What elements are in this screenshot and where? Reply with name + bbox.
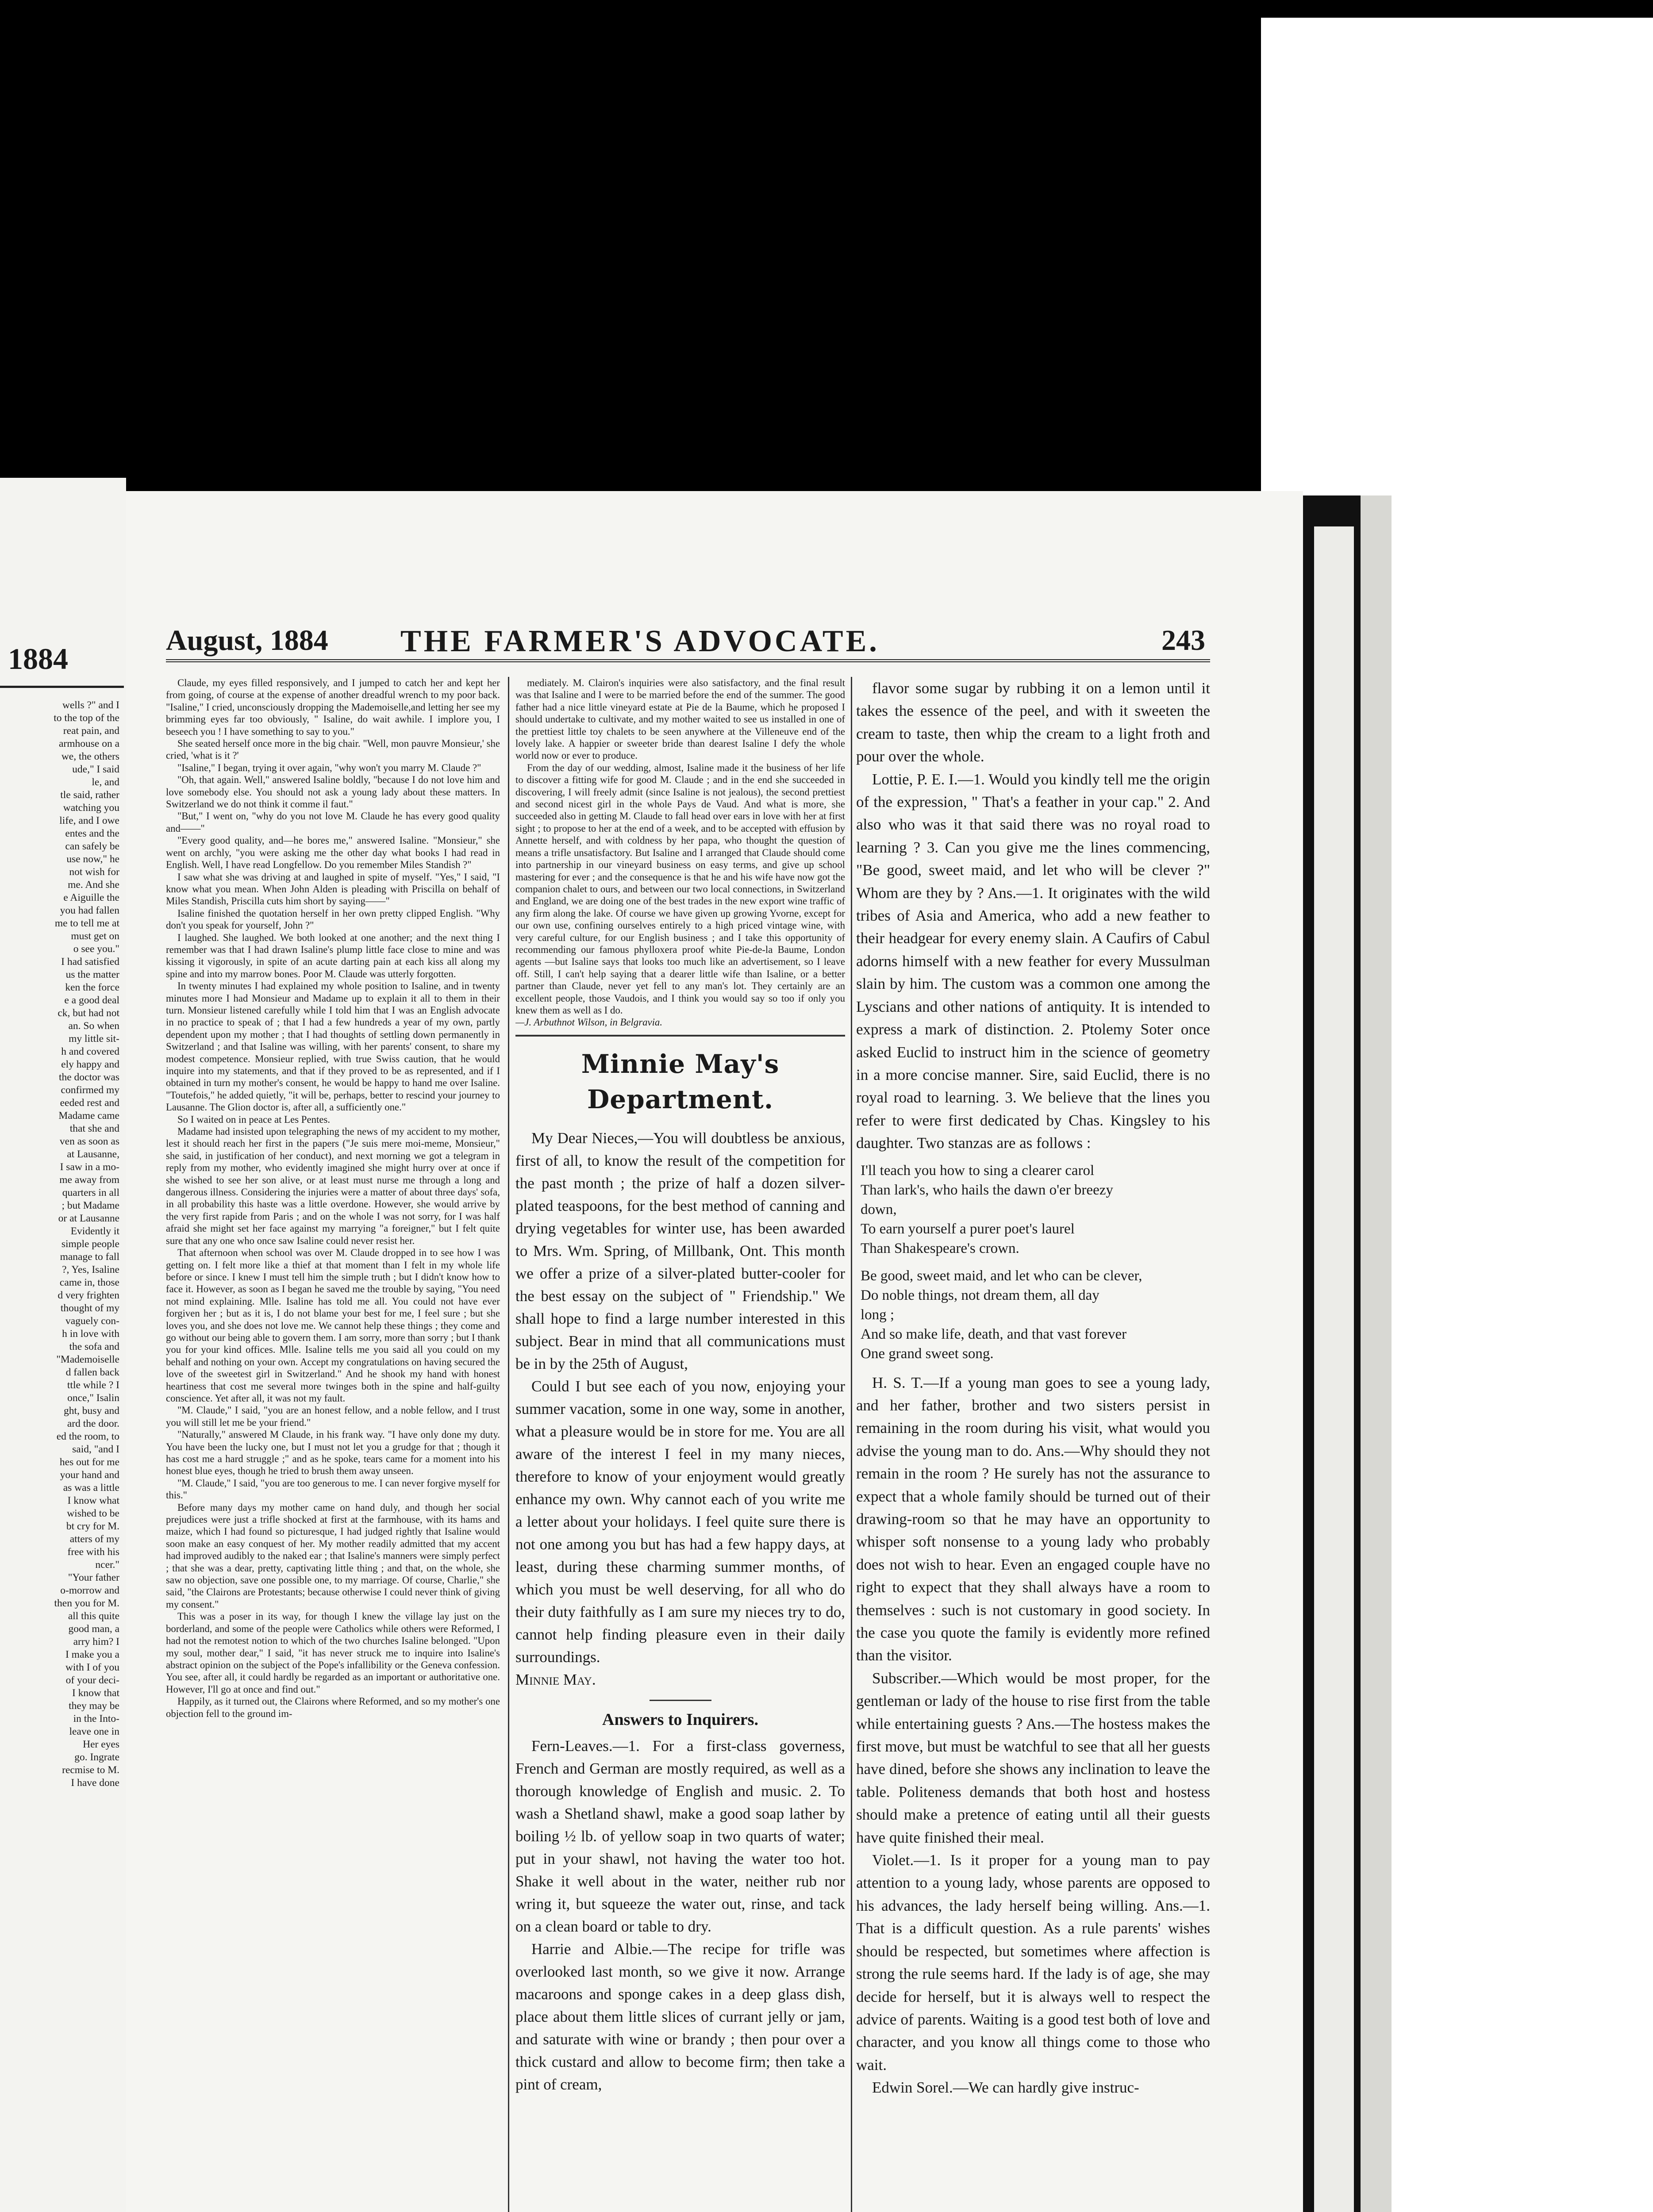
story-paragraph: I saw what she was driving at and laughed in spite of myself. "Yes," I said, "I know what you mean. When John Alden is pleading with Priscilla on behalf of Miles Standish, Priscilla cuts him short by saying——" <box>166 871 500 907</box>
binding-edge <box>1361 495 1392 2212</box>
story-conclusion <box>515 677 845 1016</box>
column-divider <box>508 677 509 2212</box>
department-title: Minnie May's Department. <box>581 1048 780 1114</box>
header-rule <box>166 659 1210 664</box>
issue-date: August, 1884 <box>166 624 328 657</box>
story-paragraph: mediately. M. Clairon's inquiries were also satisfactory, and the final result was that Isaline and I were to be married before the end of the summer. The good father had a nice little vineyard estate at Pie de la Baume, which he proposed I should undertake to cultivate, and my mother waited to see us installed in one of the prettiest little toy chalets to be seen anywhere at the Villeneuve end of the lovely lake. A happier or sweeter bride than dearest Isaline I defy the whole world now or ever to produce. <box>515 677 845 761</box>
story-paragraph: I laughed. She laughed. We both looked at one another; and the next thing I remember was that I had drawn Isaline's plump little face close to mine and was kissing it vigorously, in spite of an acute darting pain at each kiss all along my spine and into my marrow bones. Poor M. Claude was utterly forgotten. <box>166 932 500 979</box>
answer-paragraph: Subscriber.—Which would be most proper, for the gentleman or lady of the house to rise first from the table while entertaining guests ? Ans.—The hostess makes the first move, but must be watchful to see that all her guests have dined, before she shows any inclination to leave the table. Politeness demands that both host and hostess should make a pretence of eating until all their guests have quite finished their meal. <box>856 1669 1210 1846</box>
page-number: 243 <box>1161 624 1205 657</box>
department-paragraph: My Dear Nieces,—You will doubtless be anxious, first of all, to know the result of the competition for the past month ; the prize of half a dozen silver-plated teaspoons, for the best method of canning and drying vegetables for winter use, has been awarded to Mrs. Wm. Spring, of Millbank, Ont. This month we offer a prize of a silver-plated butter-cooler for the best essay on the subject of " Friendship." We shall hope to find a large number interested in this subject. Bear in mind that all communications must be in by the 25th of August, <box>515 1129 845 1372</box>
story-paragraph: She seated herself once more in the big chair. "Well, mon pauvre Monsieur,' she cried, 'what is it ?' <box>166 738 500 761</box>
facing-page-text: wells ?" and I to the top of the reat pain, and armhouse on a we, the others ude," I said le, and tle said, rather watching you life, and I owe entes and the can safely be use now," he not wish for me. And she e Aiguille the you had fallen me to tell me at must get on o see you." I had satisfied us the matter ken the force e a good deal ck, but had not an. So when my little sit- h and covered ely happy and the doctor was confirmed my eeded rest and Madame came that she and ven as soon as at Lausanne, I saw in a mo- me away from quarters in all ; but Madame or at Lausanne Evidently it simple people manage to fall ?, Yes, Isaline came in, those d very frighten thought of my vaguely con- h in love with the sofa and "Mademoiselle d fallen back ttle while ? I once," Isalin ght, busy and ard the door. ed the room, to said, "and I hes out for me your hand and as was a little I know what wished to be bt cry for M. atters of my free with his ncer." "Your father o-morrow and then you for M. all this quite good man, a arry him? I I make you a with I of you of your deci- I know that they may be in the Into- leave one in Her eyes go. Ingrate recmise to M. I have done <box>54 699 119 1789</box>
answers-continued-2 <box>856 1371 1210 2099</box>
answers-continued <box>856 677 1210 1155</box>
story-paragraph: This was a poser in its way, for though I knew the village lay just on the borderland, and some of the people were Catholics while others were Reformed, I had not the remotest notion to which of the two churches Isaline belonged. "Upon my soul, mother dear," I said, "it has never struck me to inquire into Isaline's abstract opinion on the subject of the Pope's infallibility or the Geneva confession. You see, after all, it could hardly be regarded as an important or authoritative one. However, I'll go at once and find out." <box>166 1611 500 1695</box>
department-paragraph: Could I but see each of you now, enjoying your summer vacation, some in one way, some in another, what a pleasure would be in store for me. You are all aware of the interest I feel in my many nieces, therefore to know of your enjoyment would greatly enhance my own. Why cannot each of you write me a letter about your holidays. I feel quite sure there is not one among you but has had a few happy days, at least, during these charming summer months, of which you must be well deserving, for all who do their duty faithfully as I am sure my nieces try to do, cannot help finding pleasure even in their daily surroundings. <box>515 1377 845 1666</box>
page-header <box>166 624 1210 664</box>
story-paragraph: "Isaline," I began, trying it over again, "why won't you marry M. Claude ?" <box>177 762 481 773</box>
answers-list <box>515 1735 845 2096</box>
next-page-edge <box>1314 526 1354 2212</box>
story-paragraph: From the day of our wedding, almost, Isaline made it the business of her life to discover a fitting wife for good M. Claude ; and in the end she succeeded in discovering, I will freely admit (since Isaline is not jealous), the second prettiest and second nicest girl in the whole Pays de Vaud. And what is more, she succeeded also in getting M. Claude to fall head over ears in love with her at first sight ; to propose to her at the end of a week, and to be accepted with effusion by Annette herself, and with coldness by her papa, who thought the question of means a trifle unsatisfactory. But Isaline and I arranged that Claude should come into partnership in our vineyard business on easy terms, and give up school mastering for ever ; and the consequence is that he and his wife have now got the companion chalet to ours, and between our two local connections, in Switzerland and England, we are doing one of the best trades in the new export wine traffic of any firm along the lake. Of course we have given up growing Yvorne, except for our own use, confining ourselves entirely to a high priced vintage wine, with very careful culture, for our English business ; and I take this opportunity of recommending our famous phylloxera proof white Pie-de-la Baume, London agents —but Isaline says that looks too much like an advertisement, so I leave off. Still, I can't help saying that a dearer little wife than Isaline, or a better partner than Claude, never yet fell to any man's lot. They certainly are an excellent people, those Vaudois, and I think you would say so too if only you knew them as well as I do. <box>515 762 845 1016</box>
section-rule <box>515 1035 845 1037</box>
poem-stanza: I'll teach you how to sing a clearer carol Than lark's, who hails the dawn o'er breezy down, To earn yourself a purer poet's laurel Than Shakespeare's crown. <box>861 1162 1113 1256</box>
facing-page-header-rule <box>0 686 124 688</box>
story-paragraph: "M. Claude," I said, "you are too generous to me. I can never forgive myself for this." <box>166 1477 500 1501</box>
column-2 <box>515 677 845 2212</box>
story-paragraph: So I waited on in peace at Les Pentes. <box>177 1114 331 1125</box>
answer-paragraph: H. S. T.—If a young man goes to see a young lady, and her father, brother and two sisters persist in remaining in the room during his visit, what would you advise the young man to do. Ans.—Why should they not remain in the room ? He surely has not the assurance to expect that a whole family should be turned out of their drawing-room so that he may have an opportunity to whisper soft nonsense to a young lady who probably does not wish to hear. Even an engaged couple have no right to expect that they shall always have a room to themselves : such is not customary in good society. In the case you quote the family is evidently more refined than the visitor. <box>856 1374 1210 1664</box>
column-divider <box>851 677 852 2212</box>
newspaper-page <box>126 491 1303 2212</box>
story-paragraph: "M. Claude," I said, "you are an honest fellow, and a noble fellow, and I trust you will still let me be your friend." <box>166 1405 500 1428</box>
answer-paragraph: Fern-Leaves.—1. For a first-class governess, French and German are mostly required, as well as a thorough knowledge of English and music. 2. To wash a Shetland shawl, make a good soap lather by boiling ½ lb. of yellow soap in two quarts of water; put in your shawl, not having the water too hot. Shake it well about in the water, neither rub nor wring it, but squeeze the water out, rinse, and tack on a clean board or table to dry. <box>515 1737 845 1935</box>
answer-paragraph: Edwin Sorel.—We can hardly give instruc- <box>872 2079 1139 2097</box>
department-letter <box>515 1127 845 1668</box>
story-paragraph: Madame had insisted upon telegraphing the news of my accident to my mother, lest it should reach her first in the papers ("Je suis mere moi-meme, Monsieur," she said, in justification of her conduct), and next morning we got a telegram in reply from my mother, who evidently imagined she might hurry over at once if she wished to see her son alive, or at least must nurse me through a long and dangerous illness. Considering the injuries were a matter of about three days' sofa, in all probability this haste was a little overdone. However, she would arrive by the very first rapide from Paris ; and on the whole I was not sorry, for I was half afraid she might set her face against my marrying "a foreigner," but I felt quite sure that any one who once saw Isaline could never resist her. <box>166 1126 500 1246</box>
story-paragraph: In twenty minutes I had explained my whole position to Isaline, and in twenty minutes more I had Monsieur and Madame up to explain it all to them in their turn. Monsieur listened carefully while I told him that I was an English advocate in no practice to speak of ; that I had a few hundreds a year of my own, partly dependent upon my mother ; that I had thoughts of settling down permanently in Switzerland ; and that Isaline was willing, with her parents' consent, to share my modest competence. Monsieur replied, with true Swiss caution, that he would inquire into my statements, and that if they proved to be as represented, and if I obtained in turn my mother's consent, he would be happy to hand me over Isaline. "Toutefois," he added quietly, "it will be, perhaps, better to rescind your journey to Lausanne. The Glion doctor is, after all, a sufficiently one." <box>166 980 500 1113</box>
story-paragraph: That afternoon when school was over M. Claude dropped in to see how I was getting on. I felt more like a thief at that moment than I felt in my whole life before or since. I knew I must tell him the simple truth ; but I didn't know how to face it. However, as soon as I began he saved me the trouble by saying, "You need not mind explaining. Mlle. Isaline has told me all. You could not have ever forgiven her ; but as it is, I do not blame your best for me, I feel sure ; but she loves you, and she does not love me. We cannot help these things ; they come and go without our being able to govern them. I am sorry, more than sorry ; but I thank you for your kind offices. Mlle. Isaline tells me you said all you could on my behalf and nothing on your own. Accept my congratulations on having secured the love of the sweetest girl in Switzerland." And he shook my hand with honest heartiness that cost me several more twinges both in the spine and half-guilty conscience. Yet after all, it was not my fault. <box>166 1247 500 1404</box>
column-1 <box>166 677 500 2212</box>
facing-page-fragment <box>0 478 126 2212</box>
story-paragraph: "Naturally," answered M Claude, in his frank way. "I have only done my duty. You have been the lucky one, but I must not let you a grudge for that ; though it has cost me a hard struggle ;" and as he spoke, tears came for a moment into his honest blue eyes, though he tried to brush them away unseen. <box>166 1429 500 1477</box>
answer-paragraph: Harrie and Albie.—The recipe for trifle was overlooked last month, so we give it now. Arrange macaroons and sponge cakes in a deep glass dish, place about them little slices of currant jelly or jam, and saturate with wine or brandy ; then pour over a thick custard and allow to become firm; then take a pint of cream, <box>515 1940 845 2093</box>
answer-paragraph: Lottie, P. E. I.—1. Would you kindly tell me the origin of the expression, " That's a feather in your cap." 2. And also who was it that said there was no royal road to learning ? 3. Can you give me the lines commencing, "Be good, sweet maid, and let who will be clever ?" Whom are they by ? Ans.—1. It originates with the wild tribes of Asia and America, who add a new feather to their headgear for every enemy slain. A Caufirs of Cabul adorns himself with a new feather for every Mussulman slain by him. The custom was a common one among the Lyscians and other nations of antiquity. It is intended to express a mark of distinction. 2. Ptolemy Soter once asked Euclid to instruct him in the science of geometry in a more concise manner. Sire, said Euclid, there is no royal road to learning. 3. We believe that the lines you refer to were first dedicated by Chas. Kingsley to his daughter. Two stanzas are as follows : <box>856 770 1210 1152</box>
answer-paragraph: flavor some sugar by rubbing it on a lemon until it takes the essence of the peel, and with it sweeten the cream to taste, then whip the cream to a light froth and pour over the whole. <box>856 680 1210 765</box>
department-signature: Minnie May. <box>515 1671 596 1688</box>
answer-paragraph: Violet.—1. Is it proper for a young man to pay attention to a young lady, whose parents are opposed to his advances, the lady herself being willing. Ans.—1. That is a difficult question. As a rule parents' wishes should be respected, but sometimes where affection is strong the rule seems hard. If the lady is of age, she may decide for herself, but it is always well to respect the advice of parents. Waiting is a good test both of love and character, and you know all things come to those who wait. <box>856 1851 1210 2074</box>
story-paragraph: Claude, my eyes filled responsively, and I jumped to catch her and kept her from going, of course at the expense of another dreadful wrench to my poor back. "Isaline," I cried, unconsciously dropping the Mademoiselle,and letting her see my brimming eyes far too obviously, " Isaline, do wait awhile. I implore you, I beseech you ! I have something to say to you." <box>166 677 500 737</box>
kingsley-poem <box>861 1161 1210 1363</box>
story-paragraph: "Every good quality, and—he bores me," answered Isaline. "Monsieur," she went on archly, "you were asking me the other day what books I had read in English. Well, I have read Longfellow. Do you remember Miles Standish ?" <box>166 835 500 871</box>
poem-stanza: Be good, sweet maid, and let who can be clever, Do noble things, not dream them, all day long ; And so make life, death, and that vast forever One grand sweet song. <box>861 1267 1142 1362</box>
story-paragraph: "But," I went on, "why do you not love M. Claude he has every good quality and——" <box>166 810 500 834</box>
masthead-title: THE FARMER'S ADVOCATE. <box>400 624 880 658</box>
story-paragraph: "Oh, that again. Well," answered Isaline boldly, "because I do not love him and love somebody else. You should not ask a young lady about these matters. In Switzerland we do not think it comme il faut." <box>166 774 500 810</box>
answers-heading: Answers to Inquirers. <box>602 1710 758 1729</box>
story-paragraph: Before many days my mother came on hand duly, and though her social prejudices were just a trifle shocked at first at the farmhouse, with its hams and maize, which I had found so picturesque, I had judged rightly that Isaline would soon make an easy conquest of her. My mother readily admitted that my accent had improved audibly to the naked ear ; that Isaline's manners were simply perfect ; that she was a dear, pretty, captivating little thing ; and that, on the whole, she saw no objection, save one possible one, to my marriage. Of course, Charlie," she said, "the Clairons are Protestants; because otherwise I could never think of giving my consent." <box>166 1502 500 1610</box>
story-byline: —J. Arbuthnot Wilson, in Belgravia. <box>515 1017 663 1028</box>
facing-page-year: 1884 <box>8 642 68 676</box>
story-paragraph: Isaline finished the quotation herself in her own pretty clipped English. "Why don't you speak for yourself, John ?" <box>166 907 500 931</box>
short-rule <box>650 1700 711 1701</box>
story-paragraph: Happily, as it turned out, the Clairons where Reformed, and so my mother's one objection fell to the ground im- <box>166 1696 500 1719</box>
column-3 <box>856 677 1210 2212</box>
